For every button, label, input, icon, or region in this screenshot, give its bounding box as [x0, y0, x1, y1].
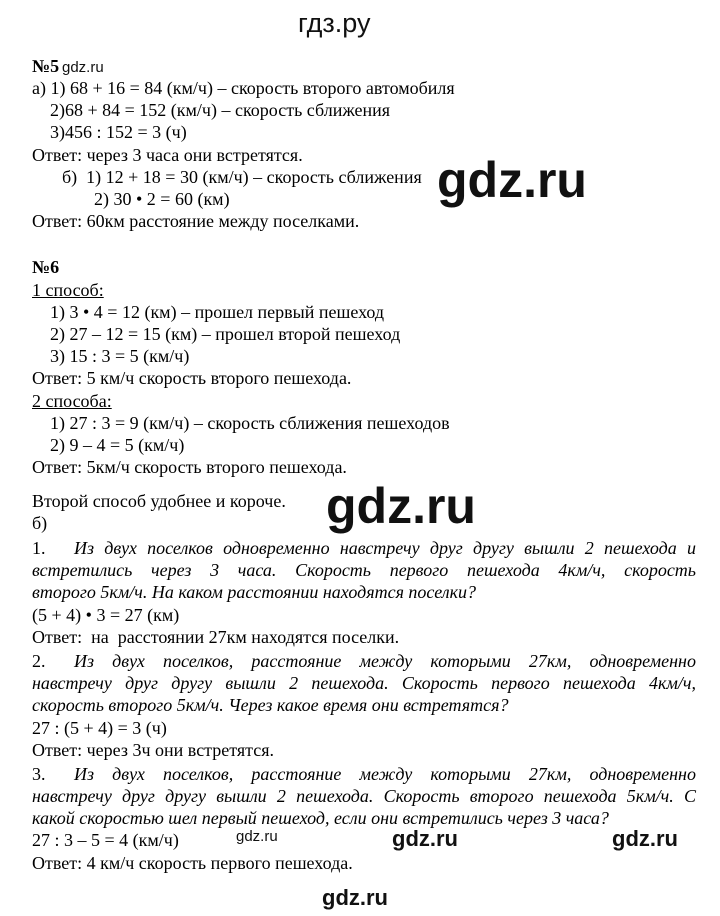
task5-line-b2: 2) 30 • 2 = 60 (км) [94, 189, 230, 209]
small-watermark-bottom: gdz.ru [236, 828, 278, 845]
method1-step3: 3) 15 : 3 = 5 (км/ч) [50, 346, 190, 366]
problem1-line2: встретились через 3 часа. Скорость первого пешехода 4км/ч, скорость [32, 560, 696, 580]
task5-line-b1: б) 1) 12 + 18 = 30 (км/ч) – скорость сближения [62, 167, 422, 187]
problem2-answer: Ответ: через 3ч они встретятся. [32, 740, 275, 760]
problem2-number: 2. [32, 651, 46, 671]
part-b-label: б) [32, 513, 48, 533]
problem3-solution: 27 : 3 – 5 = 4 (км/ч) [32, 830, 179, 850]
problem2-solution: 27 : (5 + 4) = 3 (ч) [32, 718, 167, 738]
mid-watermark-2: gdz.ru [612, 826, 678, 851]
problem2-line2: навстречу друг другу вышли 2 пешехода. Скорость первого пешехода 4км/ч, [32, 673, 696, 693]
problem3-line2: навстречу друг другу вышли 2 пешехода. Скорость второго пешехода 5км/ч. С [32, 786, 696, 806]
problem1-line1: Из двух поселков одновременно навстречу друг другу вышли 2 пешехода и [74, 538, 696, 558]
problem3-answer: Ответ: 4 км/ч скорость первого пешехода. [32, 853, 353, 873]
header-watermark: гдз.ру [298, 8, 371, 38]
task5-line-a3: 3)456 : 152 = 3 (ч) [50, 122, 187, 142]
problem1-number: 1. [32, 538, 46, 558]
method2-step1: 1) 27 : 3 = 9 (км/ч) – скорость сближения пешеходов [50, 413, 450, 433]
big-watermark-2: gdz.ru [326, 478, 476, 534]
method1-heading: 1 способ: [32, 280, 104, 300]
footer-watermark: gdz.ru [322, 885, 388, 910]
method1-answer: Ответ: 5 км/ч скорость второго пешехода. [32, 368, 352, 388]
conclusion: Второй способ удобнее и короче. [32, 491, 286, 511]
mid-watermark-1: gdz.ru [392, 826, 458, 851]
small-watermark-top: gdz.ru [62, 59, 104, 76]
problem3-number: 3. [32, 764, 46, 784]
method1-step1: 1) 3 • 4 = 12 (км) – прошел первый пешеход [50, 302, 385, 322]
task6-number: №6 [32, 257, 60, 277]
problem2-line3: скорость второго 5км/ч. Через какое время они встретятся? [32, 695, 509, 715]
problem1-solution: (5 + 4) • 3 = 27 (км) [32, 605, 180, 625]
method2-heading: 2 способа: [32, 391, 112, 411]
task5-line-a1: а) 1) 68 + 16 = 84 (км/ч) – скорость второго автомобиля [32, 78, 455, 98]
problem3-line3: какой скоростью шел первый пешеход, если они встретились через 3 часа? [32, 808, 609, 828]
method2-step2: 2) 9 – 4 = 5 (км/ч) [50, 435, 185, 455]
task5-answer-b: Ответ: 60км расстояние между поселками. [32, 211, 360, 231]
problem1-answer: Ответ: на расстоянии 27км находятся поселки. [32, 627, 400, 647]
big-watermark-1: gdz.ru [437, 152, 587, 208]
problem3-line1: Из двух поселков, расстояние между которыми 27км, одновременно [74, 764, 696, 784]
problem2-line1: Из двух поселков, расстояние между которыми 27км, одновременно [74, 651, 696, 671]
method1-step2: 2) 27 – 12 = 15 (км) – прошел второй пешеход [50, 324, 401, 344]
method2-answer: Ответ: 5км/ч скорость второго пешехода. [32, 457, 347, 477]
task5-number: №5 [32, 56, 60, 76]
problem1-line3: второго 5км/ч. На каком расстоянии находятся поселки? [32, 582, 476, 602]
task5-answer-a: Ответ: через 3 часа они встретятся. [32, 145, 303, 165]
task5-line-a2: 2)68 + 84 = 152 (км/ч) – скорость сближения [50, 100, 391, 120]
